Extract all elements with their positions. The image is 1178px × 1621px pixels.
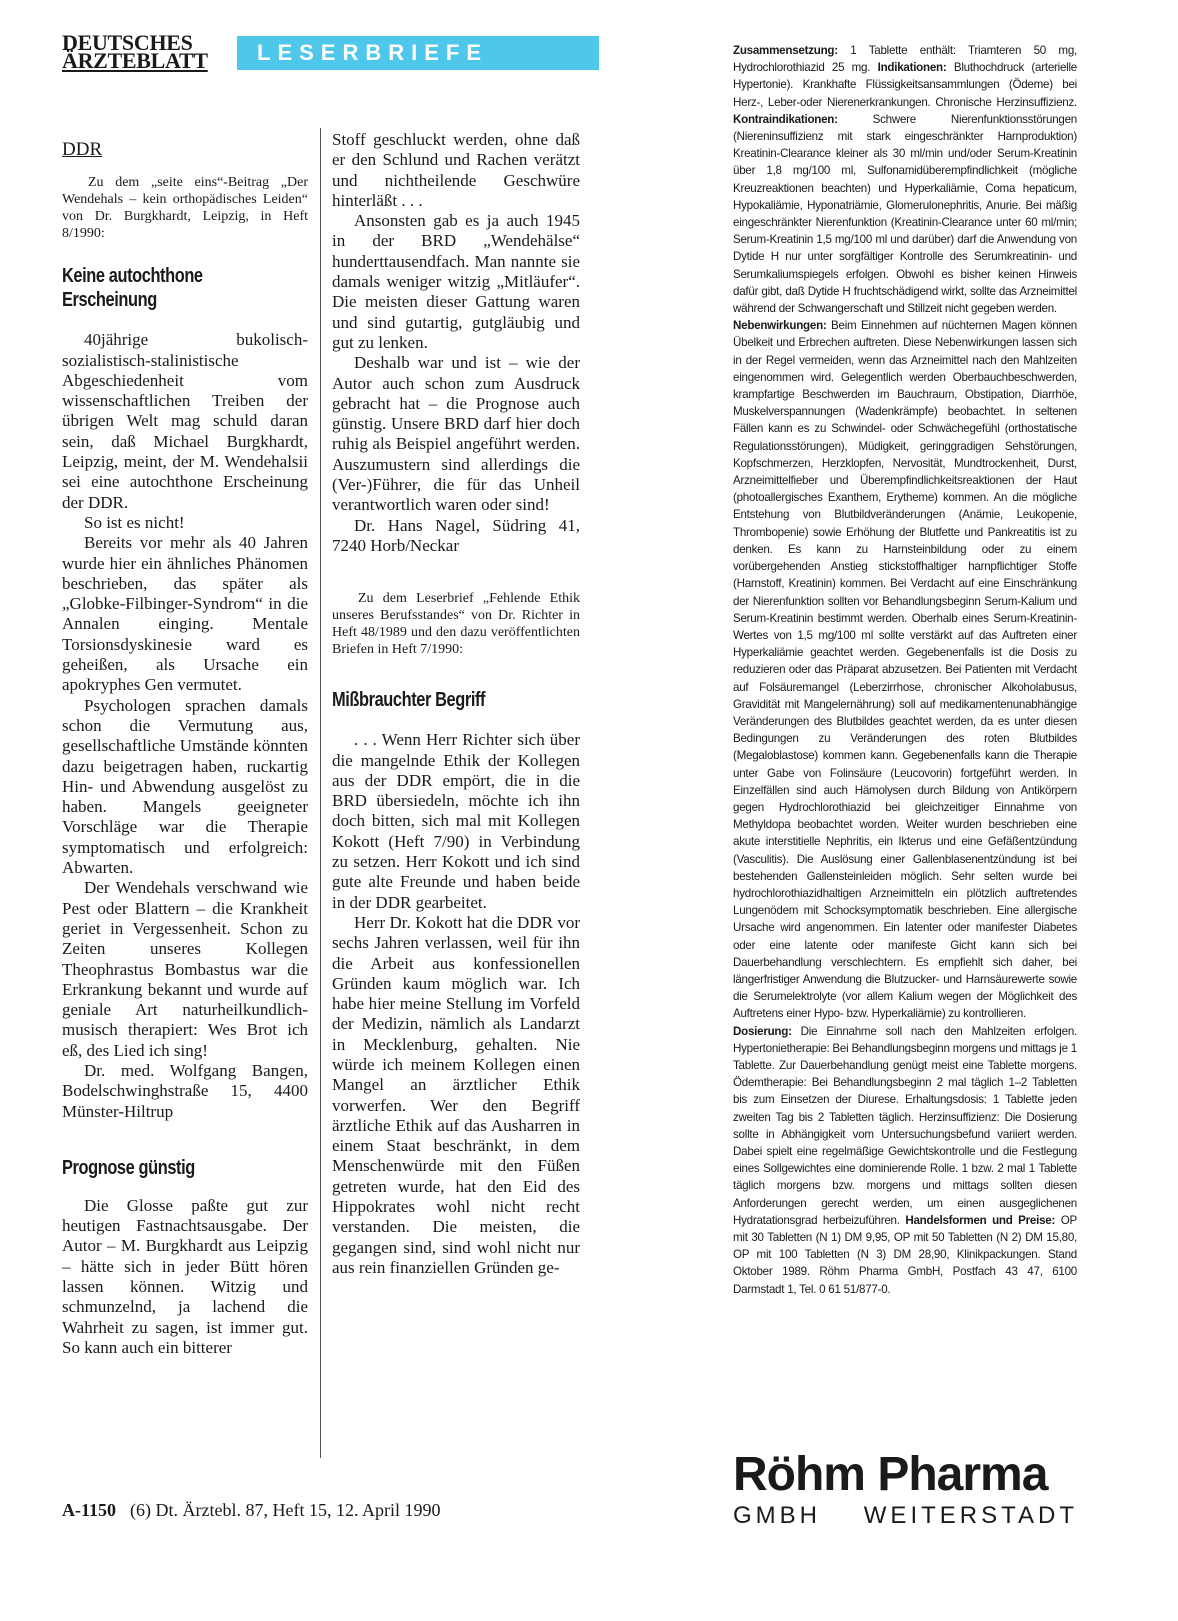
journal-logo-line1: DEUTSCHES <box>62 30 193 55</box>
letter1-intro: Zu dem „seite eins“-Beitrag „Der Wendehals – kein orthopädisches Leiden“ von Dr. Burgkhardt, Leipzig, in Heft 8/1990: <box>62 175 308 242</box>
contraindications-label: Kontraindikationen: <box>733 112 838 126</box>
dosage-label: Dosierung: <box>733 1024 792 1038</box>
page-footer <box>62 1500 440 1521</box>
company-logo <box>733 1450 1078 1530</box>
letter1-paragraph: Der Wendehals verschwand wie Pest oder Blattern – die Krankheit geriet in Vergessenheit. Schon zu Zeiten unseres Kollegen Theophrastus Bombastus war die Erkrankung bekannt und wurde auf geniale Art naturheilkundlich-musisch therapiert: Wes Brot ich eß, des Lied ich sing! <box>62 878 308 1060</box>
company-logo-name: Röhm Pharma <box>733 1448 1048 1501</box>
column-divider <box>320 128 321 1458</box>
side-effects-text: Beim Einnehmen auf nüchternen Magen können Übelkeit und Erbrechen auftreten. Diese Nebenwirkungen lassen sich in der Regel vermeiden, wenn das Arzneimittel nach den Mahlzeiten eingenommen wird. Gelegentlich werden Oberbauchbeschwerden, krampfartige Beschwerden im Bauchraum, Obstipation, Diarrhöe, Muskelverspannungen (Wadenkrämpfe) beobachtet. In seltenen Fällen kann es zu Schwindel- oder Schwächegefühl (orthostatische Regulationsstörungen), Müdigkeit, geringgradigen Sehstörungen, Kopfschmerzen, Herzklopfen, Nervosität, Mundtrockenheit, Durst, Arzneimittelfieber und Überempfindlichkeitsreaktionen der Haut (photoallergisches Exanthem, Erytheme) kommen. An die mögliche Entstehung von Blutbildveränderungen (Anämie, Leukopenie, Thrombopenie) sowie Erhöhung der Blutfette und Pankreatitis ist zu denken. Es kann zu Harnsteinbildung oder zu einem vorübergehenden Anstieg stickstoffhaltiger harnpflichtiger Stoffe (Harnstoff, Kreatinin) kommen. Bei Verdacht auf eine Einschränkung der Nierenfunktion sollten vor Behandlungsbeginn Serum-Kalium und Serum-Kreatinin bestimmt werden. Oberhalb eines Serum-Kreatinin-Wertes von 1,5 mg/100 ml sollte verstärkt auf das Auftreten einer Hyperkaliämie geachtet werden. Gegebenenfalls ist die Dosis zu reduzieren oder das Präparat abzusetzen. Bei Patienten mit Verdacht auf Folsäuremangel (Leberzirrhose, chronischer Alkoholabusus, Gravidität mit Mangelernährung) soll auf medikamentenunabhängige Veränderungen des Blutbildes geachtet werden, da es unter diesen Bedingungen zu Veränderungen des roten Blutbildes (Megaloblastose) kommen kann. Gegebenenfalls kann die Therapie unter Gabe von Folinsäure (Leucovorin) fortgeführt werden. In Einzelfällen sind auch Hämolysen durch Bildung von Antikörpern gegen Hydrochlorothiazid bei gleichzeitiger Einnahme von Methyldopa beobachtet worden. Weiter wurden beschrieben eine akute interstitielle Nephritis, ein Ikterus und eine Gefäßentzündung (Vasculitis). Die Auslösung einer Gallenblasenentzündung ist bei bestehenden Gallensteinleiden möglich. Sehr selten wurde bei hydrochlorothiazidhaltigen Arzneimitteln ein plötzlich auftretendes Lungenödem mit Schocksymptomatik beschrieben. Eine allergische Ursache wird angenommen. Ein latenter oder manifester Diabetes oder eine latente oder manifeste Gicht kann sich bei Dauerbehandlung verschlechtern. Es empfiehlt sich daher, bei längerfristiger Anwendung die Blutzucker- und Harnsäurewerte sowie die Serumelektrolyte (vor allem Kalium wegen der Möglichkeit des Auftretens einer Hypo- bzw. Hyperkaliämie) zu kontrollieren. <box>733 319 1077 1021</box>
letter2-paragraph: Die Glosse paßte gut zur heutigen Fastnachtsausgabe. Der Autor – M. Burgkhardt aus Leipzig – hätte sich in jeder Bütt hören lassen können. Witzig und schmunzelnd, ja lachend die Wahrheit zu sagen, ist immer gut. So kann auch ein bitterer <box>62 1195 308 1357</box>
side-effects-label: Nebenwirkungen: <box>733 319 827 333</box>
letter1-headline-line1: Keine autochthone <box>62 265 203 288</box>
indications-label: Indikationen: <box>877 61 947 75</box>
letter1-paragraph: So ist es nicht! <box>84 512 185 532</box>
indications-text: Bluthochdruck (arterielle Hypertonie). Krankhafte Flüssigkeitsansammlungen (Ödeme) bei Herz-, Leber-oder Nierenerkrankungen. Chronische Herzinsuffizienz. <box>733 61 1078 109</box>
column-middle <box>332 130 580 1278</box>
forms-text: OP mit 30 Tabletten (N 1) DM 9,95, OP mit 50 Tabletten (N 2) DM 15,80, OP mit 100 Tabletten (N 3) DM 28,90, Klinikpackungen. Stand Oktober 1989. Röhm Pharma GmbH, Postfach 43 47, 6100 Darmstadt 1, Tel. 0 61 51/877-0. <box>733 1213 1077 1296</box>
drug-information-column <box>733 42 1077 1298</box>
letter2-signature: Dr. Hans Nagel, Südring 41, 7240 Horb/Neckar <box>332 515 580 555</box>
contraindications-text: Schwere Nierenfunktionsstörungen (Niereninsuffizienz mit stark eingeschränkter Harnproduktion) Kreatinin-Clearance kleiner als 30 ml/min und/oder Serum-Kreatinin über 1,8 mg/100 ml, Sulfonamidüberempfindlichkeit (mögliche Kreuzreaktionen beachten) und Hyperkaliämie, Coma hepaticum, Hypokaliämie, Hyponatriämie, Glomerulonephritis, Anurie. Bei mäßig eingeschränkter Nierenfunktion (Kreatinin-Clearance unter 60 ml/min; Serum-Kreatinin 1,5 mg/100 ml und darüber) darf die Anwendung von Dytide H nur unter sorgfältiger Kontrolle des Serumkreatinin- und Serumkaliumspiegels erfolgen. Obwohl es bisher keinen Hinweis dafür gibt, daß Dytide H fruchtschädigend wirkt, sollte das Arzneimittel während der Schwangerschaft und Stillzeit nicht gegeben werden. <box>733 112 1077 316</box>
letter2-paragraph-continued: Stoff geschluckt werden, ohne daß er den Schlund und Rachen verätzt und nichtheilende Geschwüre hinterläßt . . . <box>332 130 580 210</box>
letter3-paragraph: . . . Wenn Herr Richter sich über die mangelnde Ethik der Kollegen aus der DDR empört, die in die BRD übersiedeln, möchte ich ihn doch bitten, sich mal mit Kollegen Kokott (Heft 7/90) in Verbindung zu setzen. Herr Kokott und ich sind gute alte Freunde und haben beide in der DDR gearbeitet. <box>332 730 580 912</box>
journal-logo <box>62 30 208 73</box>
letter2-headline: Prognose günstig <box>62 1156 195 1179</box>
letter2-paragraph: Deshalb war und ist – wie der Autor auch schon zum Ausdruck gebracht hat – die Prognose auch günstig. Unsere BRD darf hier doch ruhig als Beispiel angeführt werden. Auszumustern sind allerdings die (Ver-)Führer, die für das Unheil verantwortlich waren oder sind! <box>332 353 580 515</box>
page-citation: (6) Dt. Ärztebl. 87, Heft 15, 12. April 1990 <box>130 1500 441 1520</box>
letter1-paragraph: Bereits vor mehr als 40 Jahren wurde hier ein ähnliches Phänomen beschrieben, das später als „Globke-Filbinger-Syndrom“ in die Annalen einging. Mentale Torsionsdyskinesie ward es geheißen, als Ursache ein apokryphes Gen vermutet. <box>62 533 308 695</box>
letter3-headline: Mißbrauchter Begriff <box>332 689 486 712</box>
dosage-text: Die Einnahme soll nach den Mahlzeiten erfolgen. Hypertonietherapie: Bei Behandlungsbeginn morgens und mittags je 1 Tablette. Zur Dauerbehandlung genügt meist eine Tablette morgens. Ödemtherapie: Bei Behandlungsbeginn 2 mal täglich 1–2 Tabletten bis zum Einsetzen der Diurese. Erhaltungsdosis: 1 Tablette jeden zweiten Tag bis 2 Tabletten täglich. Herzinsuffizienz: Die Dosierung sollte in Abhängigkeit vom Untersuchungsbefund variiert werden. Dabei spielt eine regelmäßige Gewichtskontrolle und die Festlegung eines Sollgewichtes eine dominierende Rolle. 1 bzw. 2 mal 1 Tablette täglich morgens bzw. morgens und mittags sollten diesen Anforderungen gerecht werden, um einen ausgeglichenen Hydratationsgrad herbeizuführen. <box>733 1024 1077 1227</box>
section-band <box>237 36 599 70</box>
composition-label: Zusammensetzung: <box>733 44 838 57</box>
company-logo-city: WEITERSTADT <box>863 1502 1078 1529</box>
letter1-headline-line2: Erscheinung <box>62 289 157 312</box>
company-logo-subline <box>733 1502 1078 1530</box>
forms-label: Handelsformen und Preise: <box>905 1213 1056 1227</box>
letter1-paragraph: Psychologen sprachen damals schon die Vermutung aus, gesellschaftliche Umstände könnten dazu beigetragen haben, ruckartig Hin- und Abwendung ausgelöst zu haben. Mangels geeigneter Vorschläge war die Therapie symptomatisch und erfolgreich: Abwarten. <box>62 695 308 878</box>
column-left <box>62 140 308 1358</box>
page-number: A-1150 <box>62 1500 116 1520</box>
journal-logo-line2: ÄRZTEBLATT <box>62 48 208 73</box>
section-title: LESERBRIEFE <box>257 40 489 65</box>
masthead <box>62 30 602 74</box>
letter1-signature: Dr. med. Wolfgang Bangen, Bodelschwinghstraße 15, 4400 Münster-Hiltrup <box>62 1060 308 1121</box>
section-label: DDR <box>62 139 103 160</box>
letter3-intro: Zu dem Leserbrief „Fehlende Ethik unseres Berufsstandes“ von Dr. Richter in Heft 48/1989 und den dazu veröffentlichten Briefen in Heft 7/1990: <box>332 591 580 658</box>
company-logo-gmbh: GMBH <box>733 1502 821 1529</box>
composition-text: 1 Tablette enthält: Triamteren 50 mg, Hydrochlorothiazid 25 mg. <box>733 44 1077 75</box>
letter3-paragraph: Herr Dr. Kokott hat die DDR vor sechs Jahren verlassen, weil für ihn die Arbeit aus konfessionellen Gründen kaum möglich war. Ich habe hier meine Stellung im Vorfeld der Medizin, nämlich als Landarzt in Mecklenburg, gehalten. Nie würde ich meinem Kollegen einen Mangel an ärztlicher Ethik vorwerfen. Wer den Begriff ärztliche Ethik auf das Ausharren in einem Staat beschränkt, in dem Menschenwürde mit den Füßen getreten wurde, hat den Eid des Hippokrates wohl nicht recht verstanden. Die meisten, die gegangen sind, sind wohl nicht nur aus rein finanziellen Gründen ge- <box>332 912 580 1277</box>
letter2-paragraph: Ansonsten gab es ja auch 1945 in der BRD „Wendehälse“ hunderttausendfach. Man nannte sie damals weniger witzig „Mitläufer“. Die meisten dieser Gattung waren und sind gutartig, gutgläubig und gut zu lenken. <box>332 211 580 352</box>
letter1-paragraph: 40jährige bukolisch-sozialistisch-stalinistische Abgeschiedenheit vom wissenschaftlichen Treiben der übrigen Welt mag schuld daran sein, daß Michael Burgkhardt, Leipzig, meint, der M. Wendehalsii sei eine autochthone Erscheinung der DDR. <box>62 330 308 512</box>
